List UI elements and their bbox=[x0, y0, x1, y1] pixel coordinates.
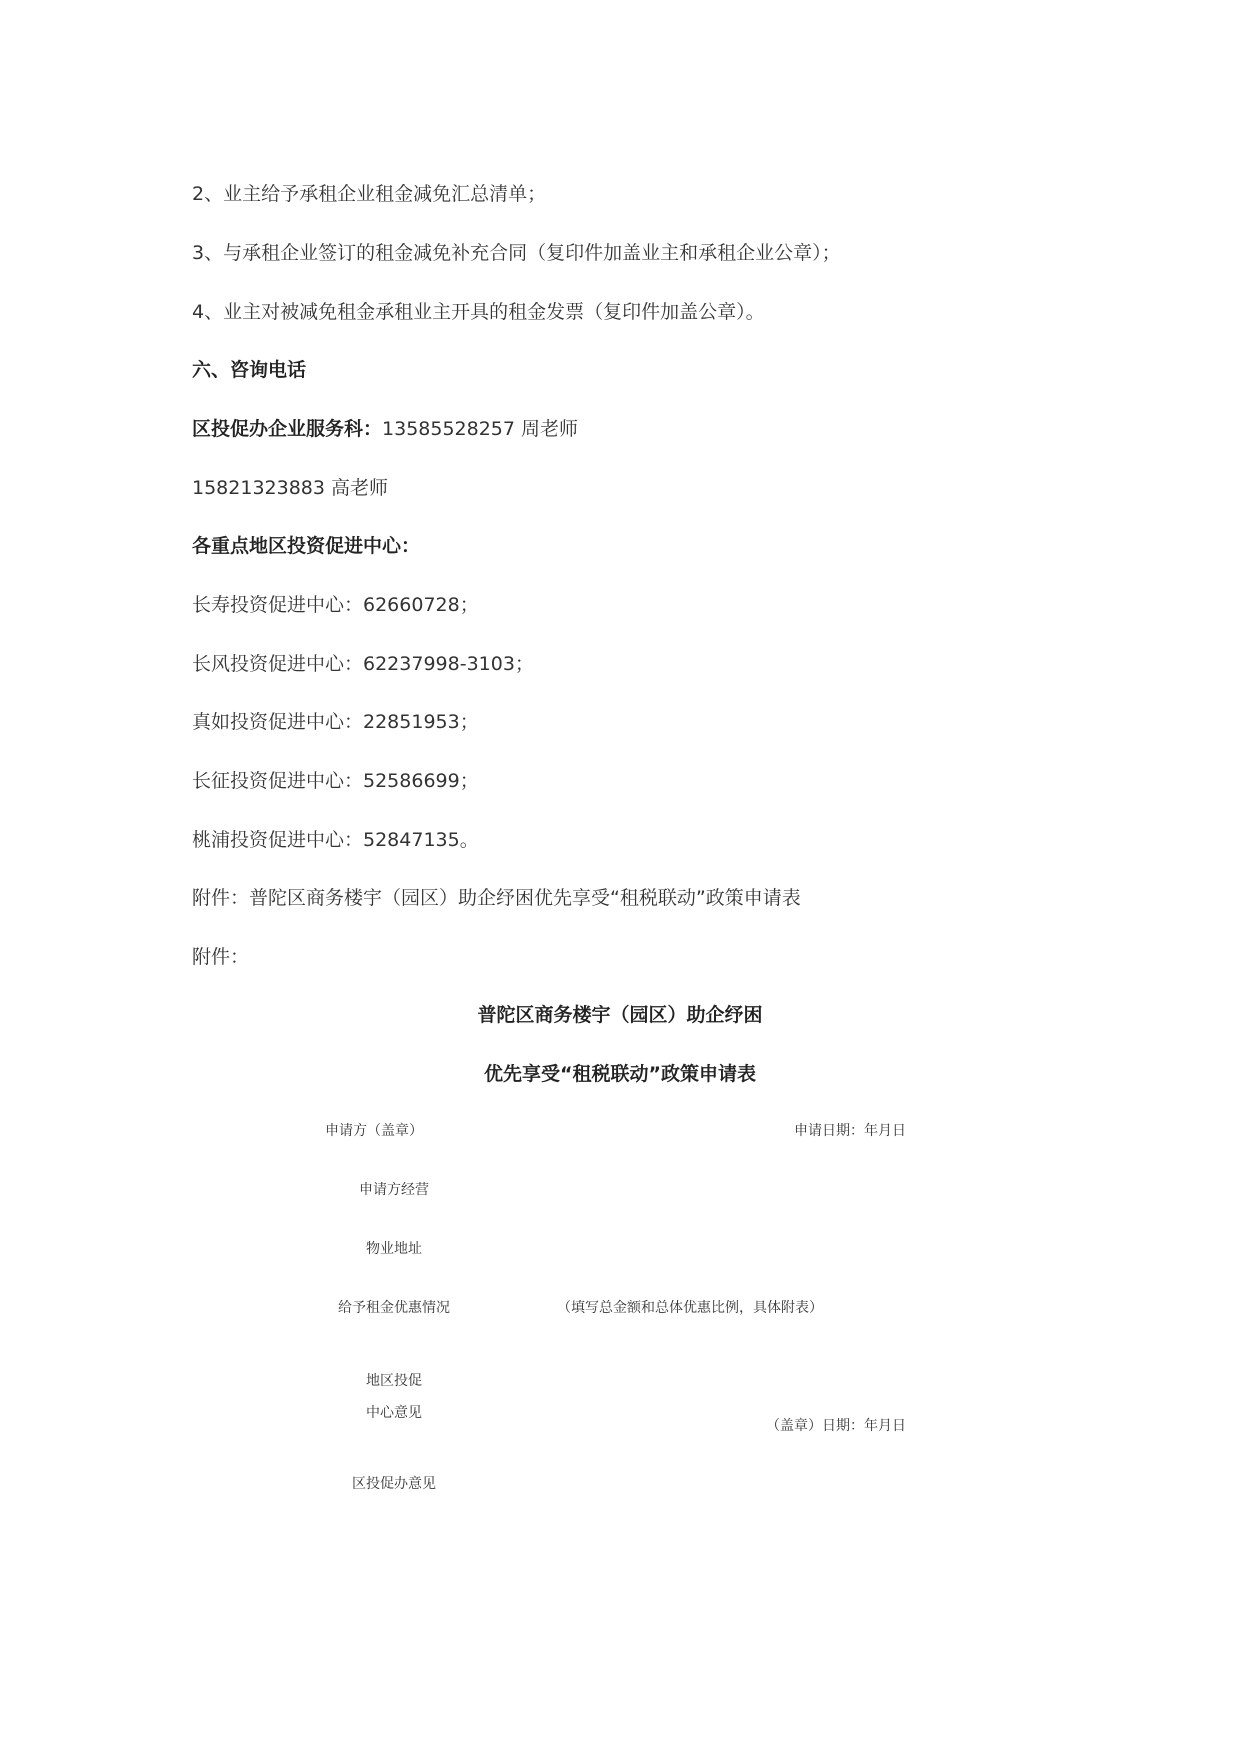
applicant-label: 申请方（盖章） bbox=[325, 1123, 423, 1139]
center-changzheng: 长征投资促进中心：52586699； bbox=[192, 770, 479, 792]
attachment-reference: 附件：普陀区商务楼宇（园区）助企纾困优先享受“租税联动”政策申请表 bbox=[192, 887, 801, 909]
apply-date-label: 申请日期：年月日 bbox=[794, 1123, 906, 1139]
form-title-line1: 普陀区商务楼宇（园区）助企纾困 bbox=[477, 1004, 763, 1026]
form-title-line2: 优先享受“租税联动”政策申请表 bbox=[484, 1063, 756, 1085]
applicant-business-label: 申请方经营 bbox=[359, 1182, 429, 1198]
center-taopu: 桃浦投资促进中心：52847135。 bbox=[192, 829, 479, 851]
service-dept-contact bbox=[192, 416, 578, 442]
list-item-3: 3、与承租企业签订的租金减免补充合同（复印件加盖业主和承租企业公章）； bbox=[192, 242, 841, 264]
rent-discount-label: 给予租金优惠情况 bbox=[338, 1300, 450, 1316]
center-changshou: 长寿投资促进中心：62660728； bbox=[192, 594, 479, 616]
service-contact-2: 15821323883 高老师 bbox=[192, 477, 389, 499]
centers-heading: 各重点地区投资促进中心： bbox=[192, 535, 421, 557]
seal-date-label: （盖章）日期：年月日 bbox=[766, 1418, 906, 1434]
service-contact-1: 13585528257 周老师 bbox=[382, 418, 579, 440]
rent-discount-note: （填写总金额和总体优惠比例，具体附表） bbox=[557, 1300, 823, 1316]
property-address-label: 物业地址 bbox=[366, 1241, 422, 1257]
center-changfeng: 长风投资促进中心：62237998-3103； bbox=[192, 653, 534, 675]
district-center-label-1: 地区投促 bbox=[366, 1373, 422, 1389]
list-item-4: 4、业主对被减免租金承租业主开具的租金发票（复印件加盖公章）。 bbox=[192, 301, 765, 323]
section6-heading: 六、咨询电话 bbox=[192, 359, 307, 381]
service-dept-label: 区投促办企业服务科： bbox=[192, 418, 383, 440]
attachment-label: 附件： bbox=[192, 946, 250, 968]
center-zhenru: 真如投资促进中心：22851953； bbox=[192, 711, 479, 733]
list-item-2: 2、业主给予承租企业租金减免汇总清单； bbox=[192, 183, 547, 205]
district-center-label-2: 中心意见 bbox=[366, 1405, 422, 1421]
district-office-opinion-label: 区投促办意见 bbox=[352, 1476, 436, 1492]
